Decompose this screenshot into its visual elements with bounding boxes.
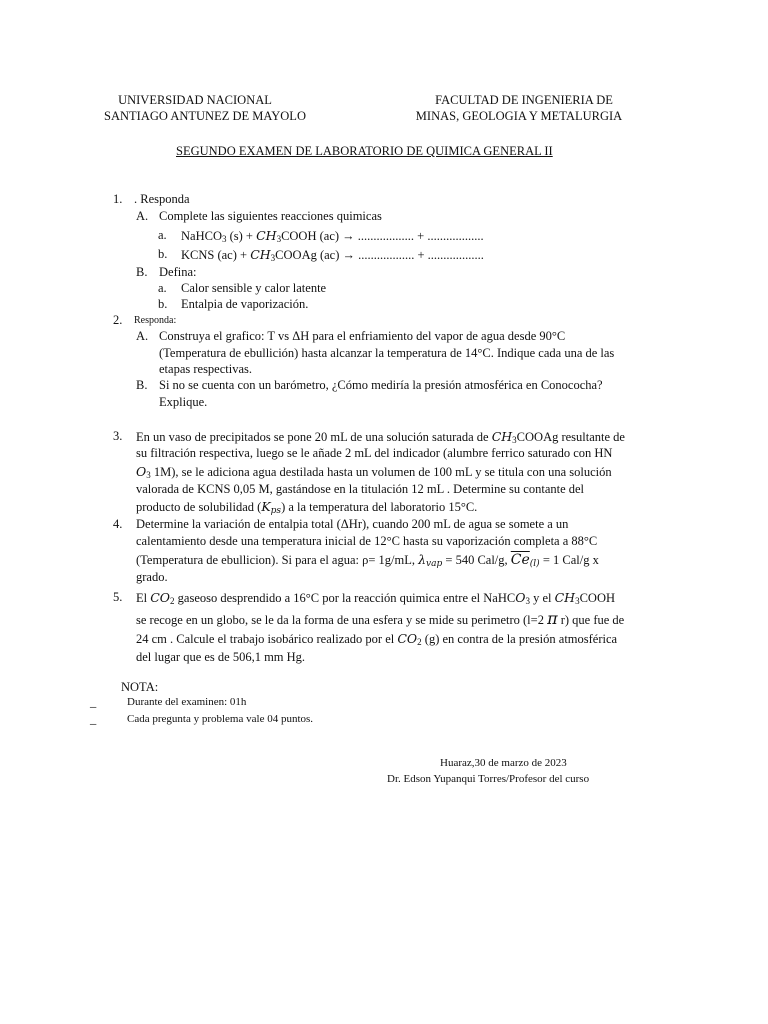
q5-ch3: CH (554, 590, 576, 605)
q4-ce: $\overline{Ce}$ (510, 552, 530, 568)
nota-item-1: Durante del examinen: 01h (127, 696, 247, 708)
reaction-1-reactant-sub: 3 (221, 234, 227, 244)
question-4-line4: grado. (136, 570, 168, 584)
reaction-1-letter: a. (158, 228, 167, 242)
q5-line3-text: 24 cm . Calcule el trabajo isobárico realizado por el (136, 632, 398, 646)
q5-text-b: gaseoso desprendido a 16°C por la reacción quimica entre el NaHC (174, 591, 516, 605)
question-2-heading: Responda: (134, 315, 177, 326)
q3-kps-sub: ps (270, 506, 282, 516)
reaction-2-reactant: KCNS (ac) + (181, 248, 251, 262)
question-4-number: 4. (113, 517, 123, 531)
question-4-line3 (136, 551, 599, 573)
faculty-name-line1: FACULTAD DE INGENIERIA DE (435, 93, 613, 107)
question-5-line4: del lugar que es de 506,1 mm Hg. (136, 650, 306, 664)
reaction-2-letter: b. (158, 247, 168, 261)
question-2a-line2: (Temperatura de ebullición) hasta alcanzar la temperatura de 14°C. Indique cada una de las (159, 346, 615, 360)
nota-label: NOTA: (121, 680, 159, 694)
q5-text-d: COOH (579, 591, 615, 605)
nota-bullet-1: _ (90, 695, 97, 709)
question-1-heading: . Responda (134, 192, 190, 206)
question-2a-line3: etapas respectivas. (159, 362, 253, 376)
q3-nitrate-o: O (136, 464, 147, 479)
q3-line5-end: ) a la temperatura del laboratorio 15°C. (281, 500, 478, 514)
define-item-b: Entalpia de vaporización. (181, 297, 309, 311)
question-5-line1 (136, 589, 615, 610)
professor-signature-line: Dr. Edson Yupanqui Torres/Profesor del curso (387, 773, 590, 785)
q3-text-end: COOAg resultante de (516, 430, 625, 444)
q5-text-a: El (136, 591, 151, 605)
question-1-number: 1. (113, 192, 123, 206)
question-2b-line2: Explique. (159, 395, 208, 409)
question-1a-text: Complete las siguientes reacciones quimicas (159, 209, 382, 223)
q4-lambda-sub: vap (426, 559, 443, 569)
nota-bullet-2: _ (90, 712, 97, 726)
question-3-number: 3. (113, 429, 123, 443)
q5-o3-sub: 3 (525, 596, 530, 606)
question-4-line2: calentamiento desde una temperatura inicial de 12°C hasta su vaporización completa a 88°C (136, 534, 598, 548)
reaction-2-salt-sub: 3 (270, 253, 276, 263)
question-1a-letter: A. (136, 209, 149, 223)
place-date: Huaraz,30 de marzo de 2023 (440, 757, 567, 769)
reaction-2-salt: CH (250, 247, 271, 262)
reaction-1-plus: (s) + (226, 229, 257, 243)
q3-line3-text: 1M), se le adiciona agua destilada hasta un volumen de 100 mL y se titula con una solución (150, 465, 612, 479)
question-5-number: 5. (113, 590, 123, 604)
q5-co2-sub: 2 (170, 596, 175, 606)
define-item-a: Calor sensible y calor latente (181, 281, 327, 295)
reaction-1-acid-sub: 3 (276, 234, 282, 244)
q4-line3-text: (Temperatura de ebullicion). Si para el agua: ρ= 1g/mL, (136, 553, 419, 567)
question-5-line2 (136, 610, 624, 629)
q5-o3: O (515, 590, 526, 605)
q5-line3-end: (g) en contra de la presión atmosférica (421, 632, 618, 646)
q5-line2-text: se recoge en un globo, se le da la forma de una esfera y se mide su perimetro (l=2 (136, 613, 548, 627)
question-2-number: 2. (113, 313, 123, 327)
q5-text-c: y el (529, 591, 555, 605)
q4-ce-value: = 1 Cal/g x (539, 553, 599, 567)
q4-ce-sub: (l) (529, 559, 540, 569)
q5-co2: CO (150, 590, 171, 605)
q3-line5-text: producto de solubilidad ( (136, 500, 262, 514)
q5-pi: π (547, 609, 558, 628)
reaction-1-acid: CH (256, 228, 277, 243)
exam-title: SEGUNDO EXAMEN DE LABORATORIO DE QUIMICA GENERAL II (176, 144, 553, 158)
question-2a-line1: Construya el grafico: T vs ΔH para el enfriamiento del vapor de agua desde 90°C (159, 329, 566, 343)
q3-formula: CH (491, 429, 513, 444)
university-name-line2: SANTIAGO ANTUNEZ DE MAYOLO (104, 109, 306, 123)
define-item-b-letter: b. (158, 297, 168, 311)
question-2a-letter: A. (136, 329, 149, 343)
q5-line3-co2: CO (397, 631, 418, 646)
q4-lambda: λ (418, 552, 427, 567)
q3-nitrate-sub: 3 (146, 470, 151, 480)
q3-formula-sub: 3 (512, 435, 517, 445)
q3-kps: K (261, 499, 271, 514)
reaction-1-products: COOH (ac) → .................. + .................. (281, 229, 484, 243)
q3-text: En un vaso de precipitados se pone 20 mL de una solución saturada de (136, 430, 492, 444)
question-3-line2: su filtración respectiva, luego se le añade 2 mL del indicador (alumbre ferrico saturado con HN (136, 446, 613, 460)
question-1b-letter: B. (136, 265, 148, 279)
q5-line3-co2-sub: 2 (417, 637, 422, 647)
reaction-2 (181, 246, 484, 267)
question-1b-text: Defina: (159, 265, 197, 279)
define-item-a-letter: a. (158, 281, 167, 295)
reaction-1-reactant: NaHCO (181, 229, 222, 243)
reaction-2-products: COOAg (ac) → .................. + .................. (275, 248, 484, 262)
university-name-line1: UNIVERSIDAD NACIONAL (118, 93, 272, 107)
q4-lambda-value: = 540 Cal/g, (442, 553, 511, 567)
faculty-name-line2: MINAS, GEOLOGIA Y METALURGIA (415, 109, 623, 123)
question-3-line4: valorada de KCNS 0,05 M, gastándose en la titulación 12 mL . Determine su contante del (136, 482, 585, 496)
q5-ch3-sub: 3 (575, 596, 580, 606)
reaction-1 (181, 227, 484, 248)
question-2b-line1: Si no se cuenta con un barómetro, ¿Cómo mediría la presión atmosférica en Conococha? (159, 378, 603, 392)
question-2b-letter: B. (136, 378, 148, 392)
question-4-line1: Determine la variación de entalpia total (ΔHr), cuando 200 mL de agua se somete a un (136, 517, 569, 531)
q5-line2-end: r) que fue de (557, 613, 625, 627)
question-5-line3 (136, 630, 617, 651)
nota-item-2: Cada pregunta y problema vale 04 puntos. (127, 713, 314, 725)
